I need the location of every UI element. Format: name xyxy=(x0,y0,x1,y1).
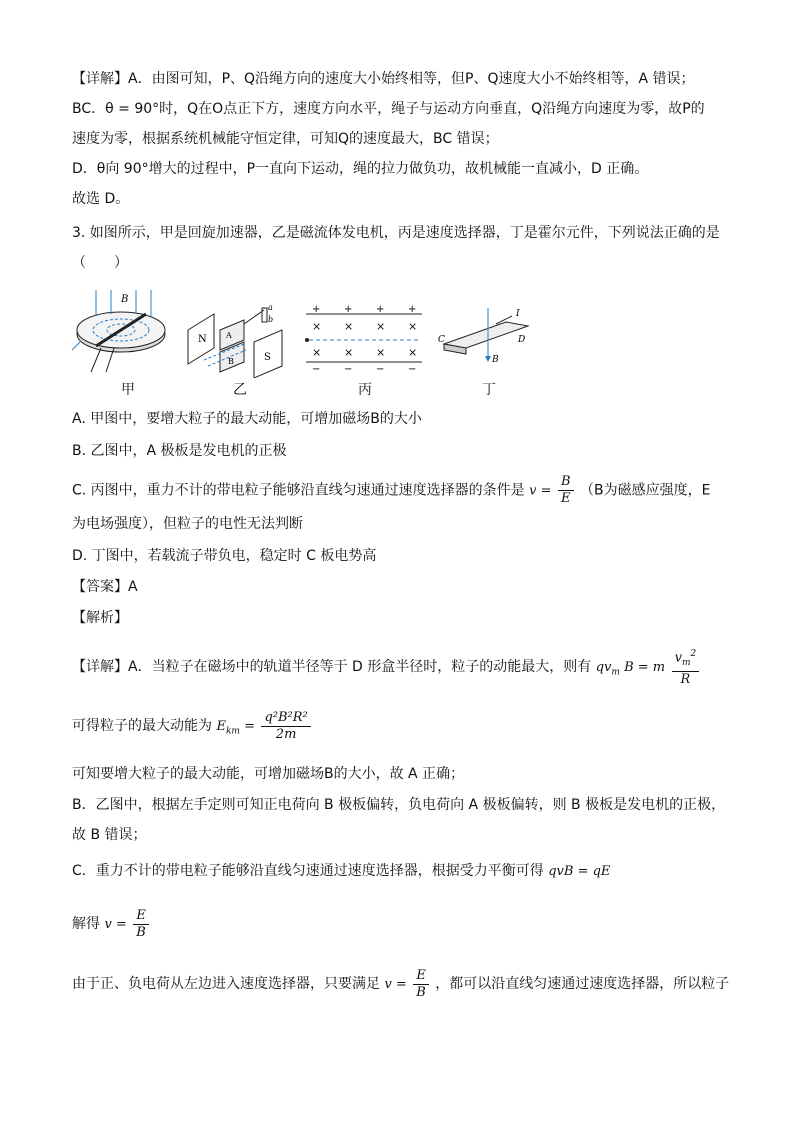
svg-text:A: A xyxy=(226,331,232,340)
fraction-e-over-b-2 xyxy=(413,968,429,1001)
svg-text:×: × xyxy=(344,320,354,333)
qvmB: $qv_m$ B = m xyxy=(595,659,666,678)
frac-num-b: B xyxy=(558,474,574,491)
svg-text:×: × xyxy=(312,346,322,359)
force-balance-eq: qvB = qE xyxy=(548,864,611,879)
frac-num-e: E xyxy=(133,908,149,925)
svg-text:N: N xyxy=(198,334,207,345)
answer: 【答案】A xyxy=(72,579,138,595)
svg-text:+: + xyxy=(312,304,321,315)
svg-text:C: C xyxy=(438,335,445,345)
svg-text:×: × xyxy=(376,346,386,359)
frac-den-b-2: B xyxy=(416,984,426,1000)
svg-text:a: a xyxy=(268,303,273,312)
frac-den-b: B xyxy=(136,924,146,940)
fraction-b-over-e xyxy=(558,474,574,507)
line-2: BC．θ = 90°时，Q在O点正下方，速度方向水平，绳子与运动方向垂直，Q沿绳方向速度为零，故P的 xyxy=(72,101,705,117)
figure-label-yi: 乙 xyxy=(233,382,247,398)
svg-text:I: I xyxy=(516,309,520,319)
v-equals-2: v = xyxy=(104,917,127,932)
svg-text:×: × xyxy=(408,346,418,359)
solution-a xyxy=(72,646,701,691)
fraction-vm2-over-r xyxy=(672,646,700,688)
figure-label-ding: 丁 xyxy=(482,382,496,398)
figure-hall-element xyxy=(436,304,536,370)
solution-c-continue-a: 由于正、负电荷从左边进入速度选择器，只要满足 xyxy=(72,976,380,992)
svg-text:B: B xyxy=(492,355,499,365)
solution-a-text: 【详解】A．当粒子在磁场中的轨道半径等于 D 形盒半径时，粒子的动能最大，则有 xyxy=(72,658,592,675)
svg-text:−: − xyxy=(376,364,385,372)
solution-c-result-text: 解得 xyxy=(72,916,100,932)
svg-text:+: + xyxy=(408,304,417,315)
figure-mhd-generator xyxy=(184,300,294,378)
line-4: D．θ向 90°增大的过程中，P一直向下运动，绳的拉力做负功，故机械能一直减小，D 正确。 xyxy=(72,161,649,177)
v-equals-3: v = xyxy=(384,977,407,992)
question-3: 3. 如图所示，甲是回旋加速器，乙是磁流体发电机，丙是速度选择器，丁是霍尔元件，下列说法正确的是 xyxy=(72,225,720,241)
svg-text:×: × xyxy=(312,320,322,333)
svg-text:D: D xyxy=(518,335,526,345)
v-equals: v = xyxy=(529,483,552,499)
solution-b-conclusion: 故 B 错误； xyxy=(72,827,147,843)
svg-text:B: B xyxy=(228,357,234,366)
frac-num-e-2: E xyxy=(413,968,429,985)
line-5: 故选 D。 xyxy=(72,191,130,207)
frac-den-2m: 2m xyxy=(275,726,297,742)
figure-label-bing: 丙 xyxy=(358,382,372,398)
frac-den-e: E xyxy=(561,491,571,506)
solution-c-continue xyxy=(72,966,729,1003)
svg-text:+: + xyxy=(376,304,385,315)
option-c-note: （B为磁感应强度，E xyxy=(579,482,711,499)
fraction-ekm xyxy=(261,710,310,743)
svg-text:×: × xyxy=(376,320,386,333)
svg-text:×: × xyxy=(344,346,354,359)
solution-c xyxy=(72,861,610,882)
svg-text:B: B xyxy=(121,294,129,305)
fraction-e-over-b xyxy=(133,908,149,941)
svg-text:+: + xyxy=(344,304,353,315)
solution-c-result xyxy=(72,906,151,943)
figure-cyclotron xyxy=(66,286,176,378)
figure-label-jia: 甲 xyxy=(121,382,135,398)
svg-text:−: − xyxy=(408,364,417,372)
solution-a-conclusion: 可知要增大粒子的最大动能，可增加磁场B的大小，故 A 正确； xyxy=(72,766,465,782)
option-d: D. 丁图中，若载流子带负电，稳定时 C 板电势高 xyxy=(72,548,377,564)
line-1: 【详解】A．由图可知，P、Q沿绳方向的速度大小始终相等，但P、Q速度大小不始终相等，A 错误； xyxy=(72,71,695,87)
svg-text:b: b xyxy=(268,315,274,324)
option-b: B. 乙图中，A 极板是发电机的正极 xyxy=(72,443,287,459)
svg-text:−: − xyxy=(312,364,321,372)
svg-text:×: × xyxy=(408,320,418,333)
svg-text:−: − xyxy=(344,364,353,372)
solution-ekm xyxy=(72,708,313,750)
question-3-bracket: （ ） xyxy=(72,255,128,271)
option-a: A. 甲图中，要增大粒子的最大动能，可增加磁场B的大小 xyxy=(72,411,422,427)
analysis-heading: 【解析】 xyxy=(72,610,128,626)
option-c-line-2: 为电场强度），但粒子的电性无法判断 xyxy=(72,516,303,532)
svg-text:S: S xyxy=(264,352,271,363)
ekm-symbol: $E_{km}$ = xyxy=(216,719,255,737)
frac-num-vm2: $v_m^2$ xyxy=(672,646,700,672)
frac-num-q2b2r2: q²B²R² xyxy=(261,710,310,727)
option-c-line-1 xyxy=(72,474,710,508)
line-3: 速度为零，根据系统机械能守恒定律，可知Q的速度最大，BC 错误； xyxy=(72,131,499,147)
solution-ekm-text: 可得粒子的最大动能为 xyxy=(72,718,212,734)
solution-b: B．乙图中，根据左手定则可知正电荷向 B 极板偏转，负电荷向 A 极板偏转，则 B 极板是发电机的正极， xyxy=(72,797,726,813)
option-c-text: C. 丙图中，重力不计的带电粒子能够沿直线匀速通过速度选择器的条件是 xyxy=(72,482,525,499)
frac-den-r: R xyxy=(680,671,691,687)
solution-c-text: C．重力不计的带电粒子能够沿直线匀速通过速度选择器，根据受力平衡可得 xyxy=(72,863,544,879)
solution-c-continue-b: ，都可以沿直线匀速通过速度选择器，所以粒子 xyxy=(435,976,730,992)
figure-velocity-selector xyxy=(304,304,426,372)
